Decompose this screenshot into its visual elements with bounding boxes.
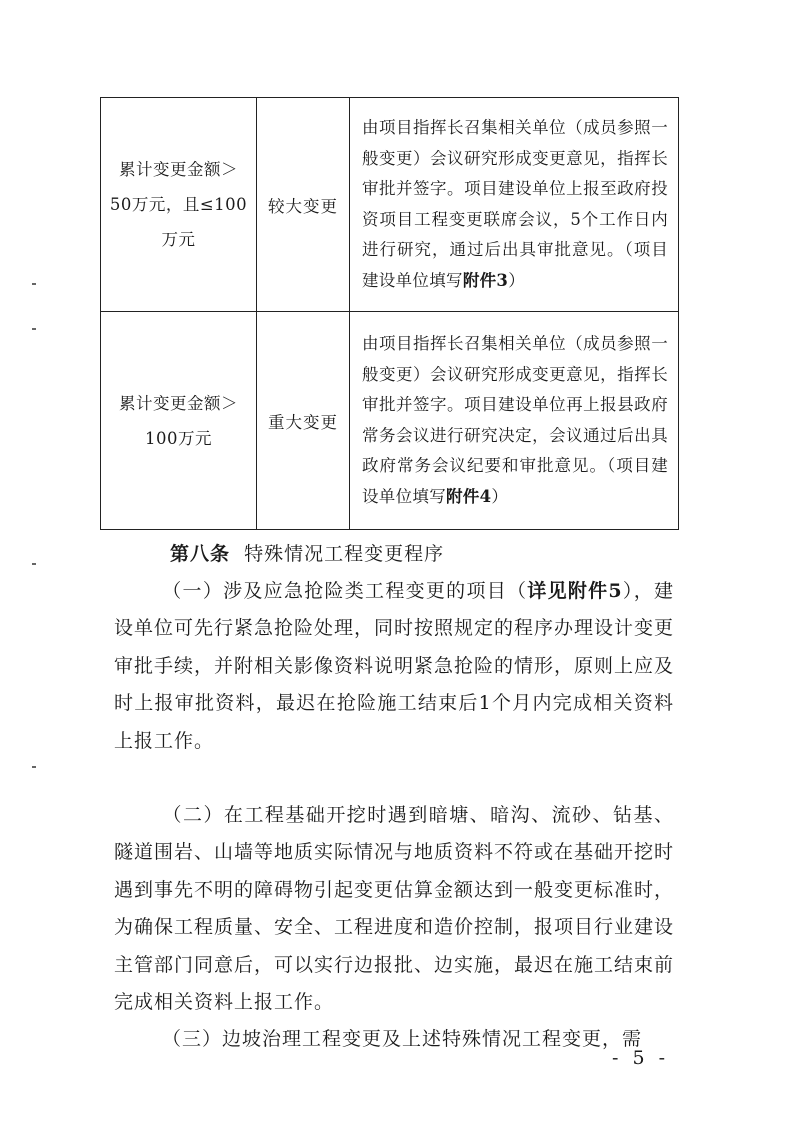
margin-mark bbox=[32, 328, 36, 330]
change-level-cell: 重大变更 bbox=[257, 312, 350, 530]
change-approval-table bbox=[100, 97, 679, 530]
table-row bbox=[101, 98, 679, 312]
margin-mark bbox=[32, 283, 36, 285]
procedure-cell: 由项目指挥长召集相关单位（成员参照一般变更）会议研究形成变更意见，指挥长审批并签字。项目建设单位上报至政府投资项目工程变更联席会议，5个工作日内进行研究，通过后出具审批意见。（项目建设单位填写附件3） bbox=[350, 98, 679, 312]
margin-mark bbox=[32, 563, 36, 565]
paragraph-3: （三）边坡治理工程变更及上述特殊情况工程变更，需 bbox=[162, 1028, 643, 1050]
page-number: - 5 - bbox=[612, 1047, 670, 1069]
article-heading bbox=[170, 536, 444, 573]
paragraph-2: （二）在工程基础开挖时遇到暗塘、暗沟、流砂、钻基、隧道围岩、山墙等地质实际情况与地质资料不符或在基础开挖时遇到事先不明的障碍物引起变更估算金额达到一般变更标准时，为确保工程质量、安全、工程进度和造价控制，报项目行业建设主管部门同意后，可以实行边报批、边实施，最迟在施工结束前完成相关资料上报工作。 bbox=[114, 804, 675, 1014]
amount-cell: 累计变更金额＞ 50万元，且≤100 万元 bbox=[101, 98, 257, 312]
margin-mark bbox=[32, 766, 36, 768]
paragraph-1: （一）涉及应急抢险类工程变更的项目（详见附件5），建设单位可先行紧急抢险处理，同时按照规定的程序办理设计变更审批手续，并附相关影像资料说明紧急抢险的情形，原则上应及时上报审批资料，最迟在抢险施工结束后1个月内完成相关资料上报工作。 bbox=[114, 580, 675, 752]
table-row bbox=[101, 312, 679, 530]
procedure-cell: 由项目指挥长召集相关单位（成员参照一般变更）会议研究形成变更意见，指挥长审批并签字。项目建设单位再上报县政府常务会议进行研究决定，会议通过后出具政府常务会议纪要和审批意见。（项目建设单位填写附件4） bbox=[350, 312, 679, 530]
article-title: 特殊情况工程变更程序 bbox=[244, 543, 445, 565]
amount-cell: 累计变更金额＞ 100万元 bbox=[101, 312, 257, 530]
article-number: 第八条 bbox=[170, 543, 231, 565]
change-level-cell: 较大变更 bbox=[257, 98, 350, 312]
